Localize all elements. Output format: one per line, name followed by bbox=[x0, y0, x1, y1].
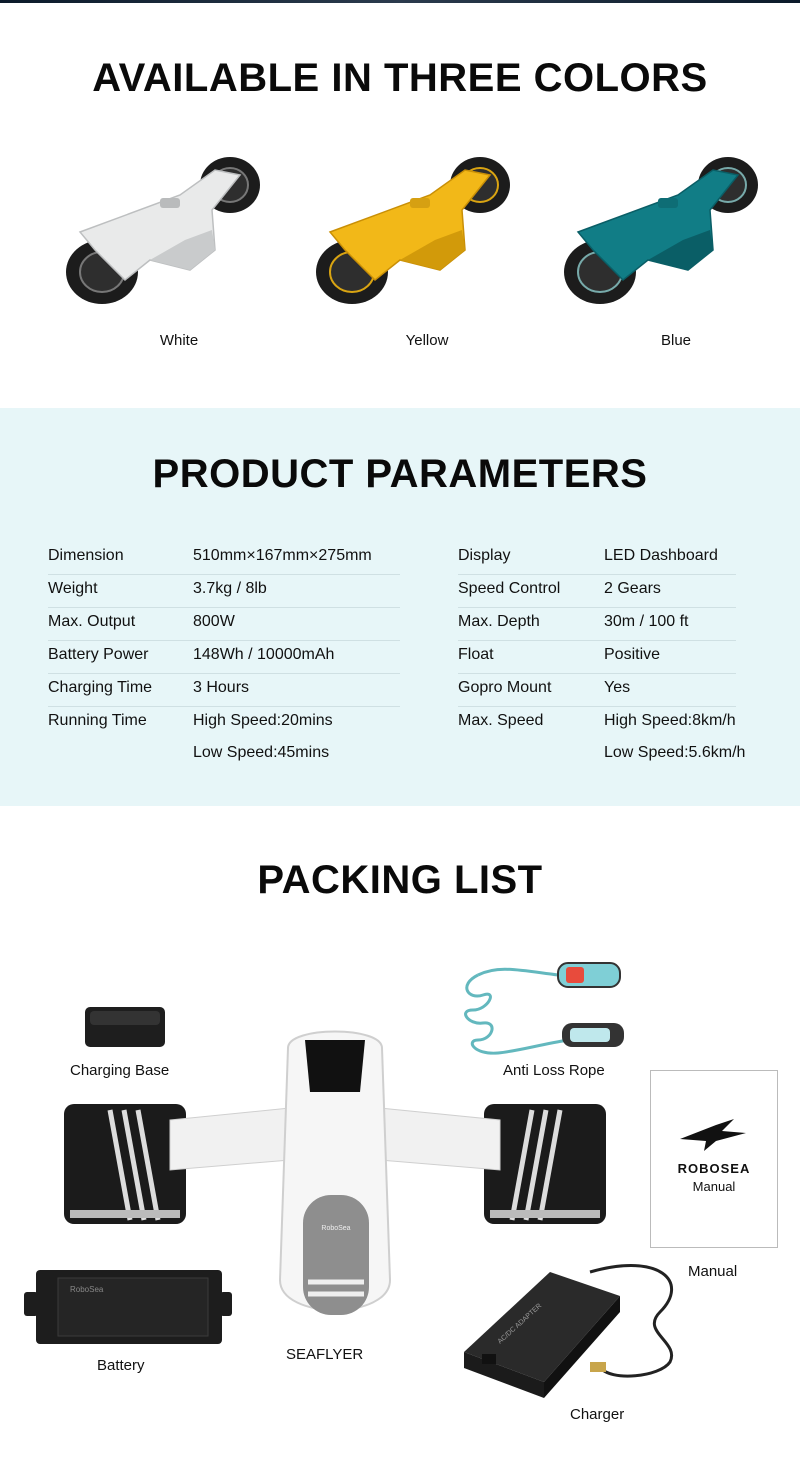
charger-text: AC/DC ADAPTER bbox=[496, 1302, 544, 1346]
param-value: High Speed:20mins bbox=[193, 712, 333, 729]
label-charging-base: Charging Base bbox=[70, 1062, 170, 1079]
label-manual: Manual bbox=[688, 1263, 738, 1280]
param-row bbox=[0, 607, 400, 639]
robosea-logo-icon bbox=[676, 1115, 752, 1155]
scooter-blue-image bbox=[538, 140, 788, 360]
param-row bbox=[0, 574, 400, 606]
color-label-blue: Blue bbox=[660, 332, 692, 349]
param-key: Gopro Mount bbox=[458, 679, 552, 696]
color-label-yellow: Yellow bbox=[405, 332, 449, 349]
battery-image bbox=[22, 1266, 234, 1348]
param-key: Float bbox=[458, 646, 494, 663]
param-value: Yes bbox=[604, 679, 631, 696]
param-value: 510mm×167mm×275mm bbox=[193, 547, 372, 564]
label-battery: Battery bbox=[97, 1357, 145, 1374]
param-row bbox=[400, 640, 800, 672]
param-value: 3 Hours bbox=[193, 679, 250, 696]
param-row bbox=[400, 673, 800, 705]
scooter-white-image bbox=[40, 140, 290, 360]
param-value: 30m / 100 ft bbox=[604, 613, 689, 630]
param-row bbox=[0, 640, 400, 672]
param-extra-right bbox=[400, 738, 800, 770]
scooter-yellow-image bbox=[290, 140, 540, 360]
param-row bbox=[400, 541, 800, 573]
param-value: High Speed:8km/h bbox=[604, 712, 736, 729]
param-key: Charging Time bbox=[48, 679, 153, 696]
param-value: 2 Gears bbox=[604, 580, 661, 597]
param-value: 3.7kg / 8lb bbox=[193, 580, 267, 597]
param-value: Positive bbox=[604, 646, 661, 663]
battery-brand: RoboSea bbox=[70, 1285, 104, 1294]
param-row bbox=[400, 706, 800, 738]
param-key: Speed Control bbox=[458, 580, 561, 597]
param-value: LED Dashboard bbox=[604, 547, 718, 564]
param-key: Dimension bbox=[48, 547, 124, 564]
params-title: PRODUCT PARAMETERS bbox=[152, 452, 648, 496]
label-seaflyer: SEAFLYER bbox=[286, 1346, 364, 1363]
param-key: Running Time bbox=[48, 712, 147, 729]
label-anti-loss-rope: Anti Loss Rope bbox=[503, 1062, 605, 1079]
param-key: Max. Output bbox=[48, 613, 136, 630]
charger-image bbox=[460, 1262, 700, 1402]
manual-brand: ROBOSEA bbox=[677, 1161, 751, 1176]
packing-title: PACKING LIST bbox=[257, 858, 543, 902]
param-key: Battery Power bbox=[48, 646, 149, 663]
param-value: 148Wh / 10000mAh bbox=[193, 646, 335, 663]
param-row bbox=[0, 706, 400, 738]
param-value: 800W bbox=[193, 613, 235, 630]
label-charger: Charger bbox=[570, 1406, 625, 1423]
manual-image bbox=[650, 1070, 778, 1248]
param-extra-left bbox=[0, 738, 400, 770]
color-label-white: White bbox=[159, 332, 199, 349]
param-row bbox=[0, 541, 400, 573]
param-key: Weight bbox=[48, 580, 98, 597]
param-key: Max. Depth bbox=[458, 613, 540, 630]
top-accent-line bbox=[0, 0, 800, 3]
colors-title: AVAILABLE IN THREE COLORS bbox=[92, 56, 708, 100]
param-value: Low Speed:45mins bbox=[193, 744, 330, 761]
param-row bbox=[0, 673, 400, 705]
param-row bbox=[400, 574, 800, 606]
param-row bbox=[400, 607, 800, 639]
manual-subtitle: Manual bbox=[692, 1179, 736, 1194]
param-value: Low Speed:5.6km/h bbox=[604, 744, 746, 761]
param-key: Display bbox=[458, 547, 511, 564]
param-key: Max. Speed bbox=[458, 712, 544, 729]
seaflyer-brand: RoboSea bbox=[321, 1225, 351, 1232]
